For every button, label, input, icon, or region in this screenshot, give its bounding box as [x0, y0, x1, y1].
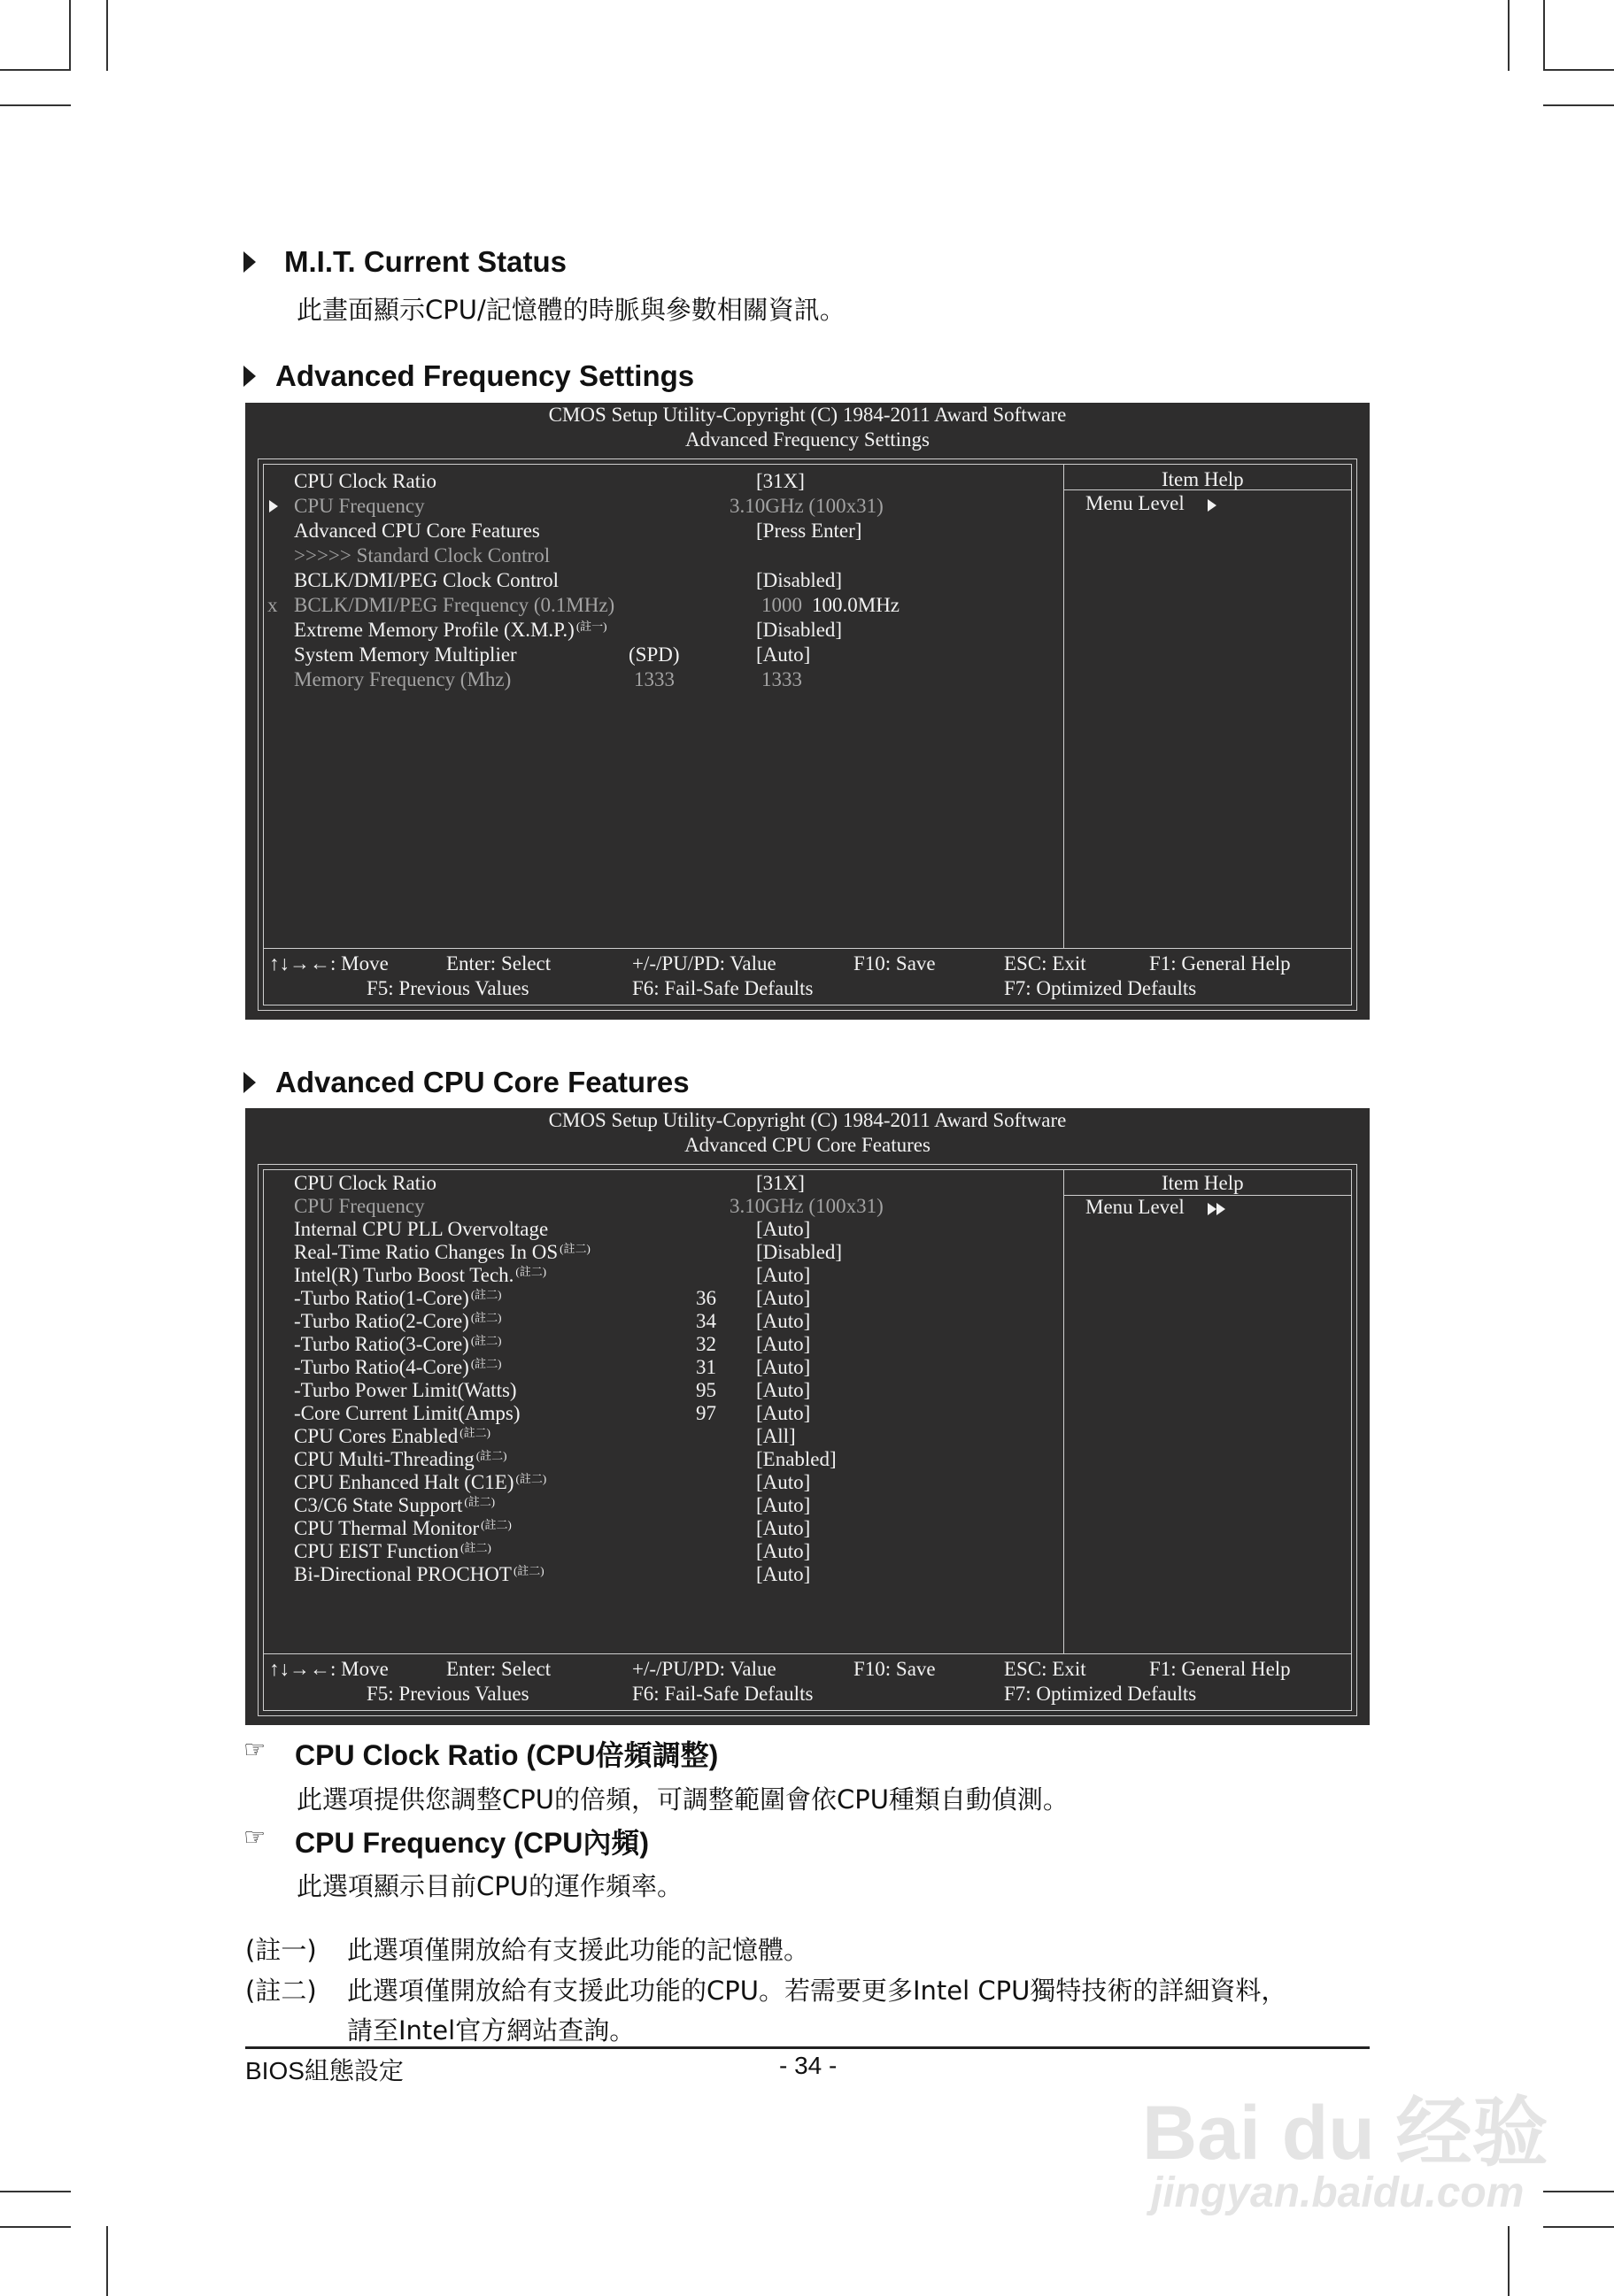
bios-item-mid: 36	[696, 1287, 716, 1309]
note-ref: (註二)	[513, 1564, 544, 1577]
bios-item-label[interactable]	[294, 1471, 546, 1494]
bios-item-label[interactable]: BCLK/DMI/PEG Clock Control	[294, 569, 560, 591]
option-title: CPU Frequency (CPU內頻)	[295, 1827, 650, 1859]
crop-mark	[106, 0, 108, 71]
bios-item-value[interactable]: [Press Enter]	[756, 520, 862, 542]
note-ref: (註二)	[515, 1472, 547, 1485]
note-ref: (註二)	[464, 1495, 496, 1508]
bios-subtitle: Advanced Frequency Settings	[685, 428, 930, 451]
section-heading-mit	[243, 245, 567, 279]
bios-item-value[interactable]: [Auto]	[756, 643, 811, 666]
note-ref: (註二)	[460, 1541, 491, 1554]
bios-item-label[interactable]	[294, 1425, 490, 1448]
bios-item-text: Extreme Memory Profile (X.M.P.)	[294, 619, 575, 641]
note-ref: (註二)	[470, 1288, 502, 1301]
bios-item-value[interactable]: [Auto]	[756, 1356, 811, 1378]
bios-item-mid: (SPD)	[629, 643, 680, 666]
footer-rule	[245, 2046, 1370, 2049]
bios-item-label[interactable]	[294, 1448, 506, 1471]
bios-subheading: >>>>> Standard Clock Control	[294, 544, 551, 566]
crop-mark	[1543, 2226, 1614, 2228]
bios-item-value[interactable]: [Auto]	[756, 1379, 811, 1401]
item-help-title: Item Help	[1162, 468, 1244, 490]
bios-item-value[interactable]: [Auto]	[756, 1517, 811, 1539]
crop-mark	[0, 2191, 71, 2192]
note-tag: (註二)	[245, 1976, 317, 2006]
note-ref: (註二)	[515, 1265, 547, 1278]
section-title: Advanced Frequency Settings	[275, 359, 695, 392]
bios-item-mid: 34	[696, 1310, 716, 1332]
bios-item-text: CPU Cores Enabled	[294, 1425, 459, 1447]
key-enter: Enter: Select	[446, 952, 552, 975]
key-value: +/-/PU/PD: Value	[632, 1658, 776, 1680]
menu-level	[1085, 1196, 1225, 1219]
bios-item-value: 1000	[761, 594, 802, 616]
bios-item-label[interactable]	[294, 1310, 502, 1333]
arrow-right-icon	[1208, 1203, 1216, 1215]
bios-item-label: Memory Frequency (Mhz)	[294, 668, 512, 690]
footer-chapter: BIOS組態設定	[245, 2057, 404, 2084]
bios-item-value[interactable]: [Auto]	[756, 1494, 811, 1516]
bios-item-value: 100.0MHz	[812, 594, 900, 616]
key-value: +/-/PU/PD: Value	[632, 952, 776, 975]
key-f1: F1: General Help	[1149, 952, 1291, 975]
note-ref: (註二)	[560, 1242, 591, 1255]
crop-mark	[0, 69, 71, 71]
section-title: M.I.T. Current Status	[284, 245, 568, 278]
note-ref: (註二)	[470, 1311, 502, 1324]
bios-screen-advanced-cpu	[245, 1108, 1370, 1725]
divider	[1063, 464, 1064, 948]
bios-item-label[interactable]	[294, 1517, 512, 1540]
crop-mark	[106, 2226, 108, 2296]
key-f10: F10: Save	[853, 952, 936, 975]
divider	[1063, 1169, 1064, 1653]
crop-mark	[1508, 0, 1510, 71]
watermark-url: jingyan.baidu.com	[1151, 2169, 1525, 2216]
note-ref: (註二)	[475, 1449, 507, 1462]
section-heading-adv-freq	[243, 359, 694, 393]
section-title: Advanced CPU Core Features	[275, 1066, 690, 1098]
bios-item-label[interactable]	[294, 619, 607, 642]
bios-item-label[interactable]	[294, 1333, 502, 1356]
bios-item-value[interactable]: [Auto]	[756, 1264, 811, 1286]
note-tag: (註一)	[245, 1935, 317, 1965]
bios-item-value[interactable]: [Auto]	[756, 1540, 811, 1562]
note-ref: (註一)	[575, 620, 607, 633]
bios-item-value: 3.10GHz (100x31)	[730, 1195, 884, 1217]
option-description: 此選項提供您調整CPU的倍頻，可調整範圍會依CPU種類自動偵測。	[297, 1784, 1069, 1814]
bios-item-label[interactable]: -Turbo Power Limit(Watts)	[294, 1379, 517, 1401]
bios-item-value[interactable]: [Auto]	[756, 1402, 811, 1424]
divider	[263, 948, 1352, 949]
bios-item-value[interactable]: [Auto]	[756, 1333, 811, 1355]
divider	[263, 1653, 1352, 1654]
bios-item-text: Bi-Directional PROCHOT	[294, 1563, 512, 1585]
key-move: ↑↓→←: Move	[269, 1658, 389, 1680]
bios-frame	[258, 1164, 1357, 1716]
note-ref: (註二)	[481, 1518, 512, 1531]
bios-item-text: CPU EIST Function	[294, 1540, 459, 1562]
note-ref: (註二)	[470, 1357, 502, 1370]
section-description: 此畫面顯示CPU/記憶體的時脈與參數相關資訊。	[297, 295, 846, 325]
bios-item-label[interactable]: System Memory Multiplier	[294, 643, 517, 666]
crop-mark	[1508, 2226, 1510, 2296]
bios-item-value[interactable]: [Enabled]	[756, 1448, 837, 1470]
bios-item-value[interactable]: [Auto]	[756, 1287, 811, 1309]
crop-mark	[0, 104, 71, 106]
pointing-hand-icon: ☞	[243, 1823, 266, 1851]
crop-mark	[69, 0, 71, 71]
key-f6: F6: Fail-Safe Defaults	[632, 1683, 814, 1705]
bios-item-label[interactable]	[294, 1241, 591, 1264]
key-f7: F7: Optimized Defaults	[1004, 1683, 1197, 1705]
bios-item-text: -Turbo Ratio(3-Core)	[294, 1333, 469, 1355]
bios-item-value: 1333	[761, 668, 802, 690]
bios-item-text: Real-Time Ratio Changes In OS	[294, 1241, 559, 1263]
triangle-bullet-icon	[243, 251, 256, 273]
menu-level	[1085, 492, 1216, 515]
key-esc: ESC: Exit	[1004, 1658, 1086, 1680]
pointing-hand-icon: ☞	[243, 1736, 266, 1763]
bios-item-mid: 97	[696, 1402, 716, 1424]
page-number: - 34 -	[779, 2052, 838, 2079]
option-title: CPU Clock Ratio (CPU倍頻調整)	[295, 1739, 719, 1771]
bios-item-text: Intel(R) Turbo Boost Tech.	[294, 1264, 514, 1286]
bios-item-mid: 95	[696, 1379, 716, 1401]
crop-mark	[1543, 104, 1614, 106]
key-enter: Enter: Select	[446, 1658, 552, 1680]
option-description: 此選項顯示目前CPU的運作頻率。	[297, 1871, 683, 1901]
bios-item-label[interactable]: -Core Current Limit(Amps)	[294, 1402, 521, 1424]
crop-mark	[1543, 69, 1614, 71]
arrow-right-icon	[1216, 1203, 1225, 1215]
bios-item-text: C3/C6 State Support	[294, 1494, 463, 1516]
key-f6: F6: Fail-Safe Defaults	[632, 977, 814, 999]
bios-item-text: -Turbo Ratio(4-Core)	[294, 1356, 469, 1378]
crop-mark	[1543, 0, 1545, 71]
bios-item-label[interactable]: Advanced CPU Core Features	[294, 520, 540, 542]
bios-item-value[interactable]: [Auto]	[756, 1471, 811, 1493]
key-f1: F1: General Help	[1149, 1658, 1291, 1680]
bios-item-label[interactable]: CPU Clock Ratio	[294, 1172, 437, 1194]
key-f5: F5: Previous Values	[367, 1683, 529, 1705]
bios-item-mid: 32	[696, 1333, 716, 1355]
bios-item-value[interactable]: [Auto]	[756, 1563, 811, 1585]
disabled-marker: x	[267, 594, 278, 616]
key-f5: F5: Previous Values	[367, 977, 529, 999]
crop-mark	[0, 2226, 71, 2228]
note-text: 此選項僅開放給有支援此功能的記憶體。	[347, 1935, 810, 1965]
section-heading-adv-cpu	[243, 1066, 690, 1099]
bios-item-label[interactable]	[294, 1494, 495, 1517]
note-text: 此選項僅開放給有支援此功能的CPU。若需要更多Intel CPU獨特技術的詳細資料，	[347, 1976, 1287, 2006]
bios-item-label: CPU Frequency	[294, 1195, 425, 1217]
triangle-bullet-icon	[243, 1072, 256, 1093]
crop-mark	[1543, 2191, 1614, 2192]
bios-item-label[interactable]	[294, 1264, 546, 1287]
bios-item-value[interactable]: [Auto]	[756, 1218, 811, 1240]
bios-subtitle: Advanced CPU Core Features	[684, 1134, 931, 1156]
bios-item-text: CPU Thermal Monitor	[294, 1517, 480, 1539]
watermark-logo: Bai du 经验	[1142, 2091, 1548, 2176]
bios-item-label[interactable]	[294, 1287, 502, 1310]
bios-item-label: CPU Frequency	[294, 495, 425, 517]
bios-item-value[interactable]: [31X]	[756, 1172, 805, 1194]
item-help-title: Item Help	[1162, 1172, 1244, 1194]
menu-level-label: Menu Level	[1085, 492, 1185, 514]
submenu-arrow-icon	[269, 500, 278, 512]
arrow-right-icon	[1208, 499, 1216, 512]
bios-item-label[interactable]	[294, 1540, 491, 1563]
bios-frame	[258, 458, 1357, 1011]
bios-item-text: -Turbo Ratio(1-Core)	[294, 1287, 469, 1309]
key-esc: ESC: Exit	[1004, 952, 1086, 975]
bios-item-label[interactable]: Internal CPU PLL Overvoltage	[294, 1218, 549, 1240]
bios-copyright: CMOS Setup Utility-Copyright (C) 1984-2011 Award Software	[548, 404, 1067, 426]
bios-item-value[interactable]: [All]	[756, 1425, 796, 1447]
bios-item-text: -Turbo Ratio(2-Core)	[294, 1310, 469, 1332]
bios-copyright: CMOS Setup Utility-Copyright (C) 1984-2011 Award Software	[548, 1109, 1067, 1131]
bios-item-mid: 1333	[634, 668, 675, 690]
bios-item-label[interactable]	[294, 1563, 544, 1586]
triangle-bullet-icon	[243, 366, 256, 387]
bios-item-value[interactable]: [Disabled]	[756, 619, 843, 641]
bios-item-value[interactable]: [Disabled]	[756, 569, 843, 591]
bios-item-label[interactable]	[294, 1356, 502, 1379]
bios-item-mid: 31	[696, 1356, 716, 1378]
note-text: 請至Intel官方網站查詢。	[347, 2015, 636, 2046]
bios-item-value[interactable]: [Auto]	[756, 1310, 811, 1332]
key-f7: F7: Optimized Defaults	[1004, 977, 1197, 999]
note-ref: (註二)	[459, 1426, 490, 1439]
key-move: ↑↓→←: Move	[269, 952, 389, 975]
bios-item-value[interactable]: [31X]	[756, 470, 805, 492]
bios-item-label: BCLK/DMI/PEG Frequency (0.1MHz)	[294, 594, 615, 616]
bios-item-text: CPU Multi-Threading	[294, 1448, 475, 1470]
bios-item-text: CPU Enhanced Halt (C1E)	[294, 1471, 514, 1493]
note-ref: (註二)	[470, 1334, 502, 1347]
bios-screen-advanced-frequency	[245, 403, 1370, 1020]
bios-item-value[interactable]: [Disabled]	[756, 1241, 843, 1263]
bios-item-label[interactable]: CPU Clock Ratio	[294, 470, 437, 492]
bios-item-value: 3.10GHz (100x31)	[730, 495, 884, 517]
menu-level-label: Menu Level	[1085, 1196, 1185, 1218]
key-f10: F10: Save	[853, 1658, 936, 1680]
